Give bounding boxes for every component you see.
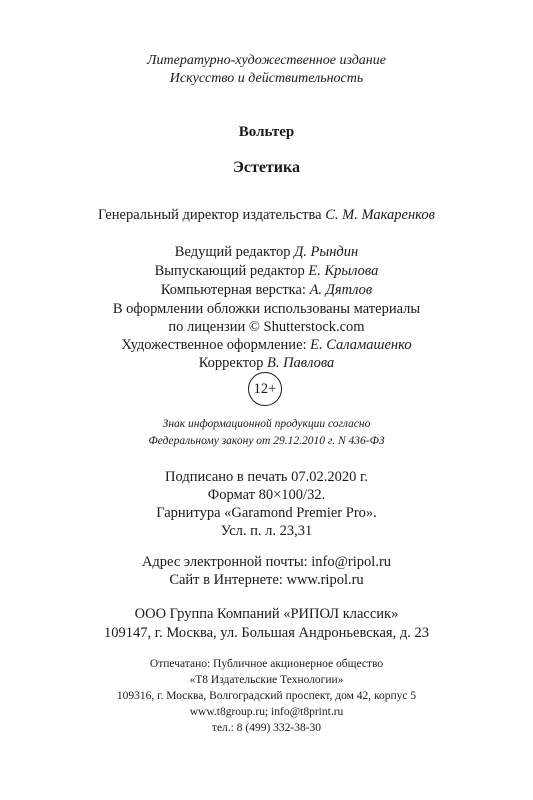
printer-line-1: Отпечатано: Публичное акционерное общество [149, 658, 384, 670]
signed-date: Подписано в печать 07.02.2020 г. [165, 469, 368, 485]
lead-editor-name: Д. Рындин [294, 244, 359, 260]
printer-line-3: 109316, г. Москва, Волгоградский проспект, дом 42, корпус 5 [116, 690, 417, 702]
release-editor [0, 262, 533, 281]
typeface: Гарнитура «Garamond Premier Pro». [156, 505, 377, 521]
release-editor-label: Выпускающий редактор [154, 263, 309, 279]
contact-website: Сайт в Интернете: www.ripol.ru [169, 572, 364, 588]
book-title: Эстетика [233, 159, 300, 176]
author-name: Вольтер [238, 124, 295, 140]
cover-credit-line-2: по лицензии © Shutterstock.com [168, 319, 365, 335]
age-rating-badge: 12+ [248, 372, 282, 406]
info-mark-line-1: Знак информационной продукции согласно [162, 418, 371, 430]
lead-editor [0, 243, 533, 262]
series-line-2: Искусство и действительность [169, 71, 364, 86]
layout-credit [0, 281, 533, 300]
art-credit-label: Художественное оформление: [121, 337, 311, 353]
art-credit [0, 336, 533, 355]
layout-credit-name: А. Дятлов [309, 282, 373, 298]
cover-credit-line-1: В оформлении обложки использованы материалы [112, 301, 421, 317]
printed-sheets: Усл. п. л. 23,31 [220, 523, 313, 539]
publisher-address: 109147, г. Москва, ул. Большая Андроньевская, д. 23 [104, 625, 429, 641]
proofreader-credit [0, 354, 533, 373]
art-credit-name: Е. Саламашенко [310, 337, 412, 353]
printer-line-2: «Т8 Издательские Технологии» [189, 674, 344, 686]
general-director-label: Генеральный директор издательства [98, 207, 326, 223]
contact-email: Адрес электронной почты: info@ripol.ru [141, 554, 392, 570]
proofreader-label: Корректор [198, 355, 267, 371]
printer-line-4: www.t8group.ru; info@t8print.ru [189, 706, 344, 718]
lead-editor-label: Ведущий редактор [174, 244, 295, 260]
publisher-name: ООО Группа Компаний «РИПОЛ классик» [134, 606, 399, 622]
series-line-1: Литературно-художественное издание [147, 53, 386, 68]
info-mark-line-2: Федеральному закону от 29.12.2010 г. N 436-ФЗ [148, 435, 385, 447]
printer-line-5: тел.: 8 (499) 332-38-30 [211, 722, 322, 734]
layout-credit-label: Компьютерная верстка: [160, 282, 310, 298]
release-editor-name: Е. Крылова [308, 263, 379, 279]
format: Формат 80×100/32. [207, 487, 326, 503]
general-director [0, 206, 533, 225]
proofreader-name: В. Павлова [266, 355, 335, 371]
general-director-name: С. М. Макаренков [325, 207, 435, 223]
